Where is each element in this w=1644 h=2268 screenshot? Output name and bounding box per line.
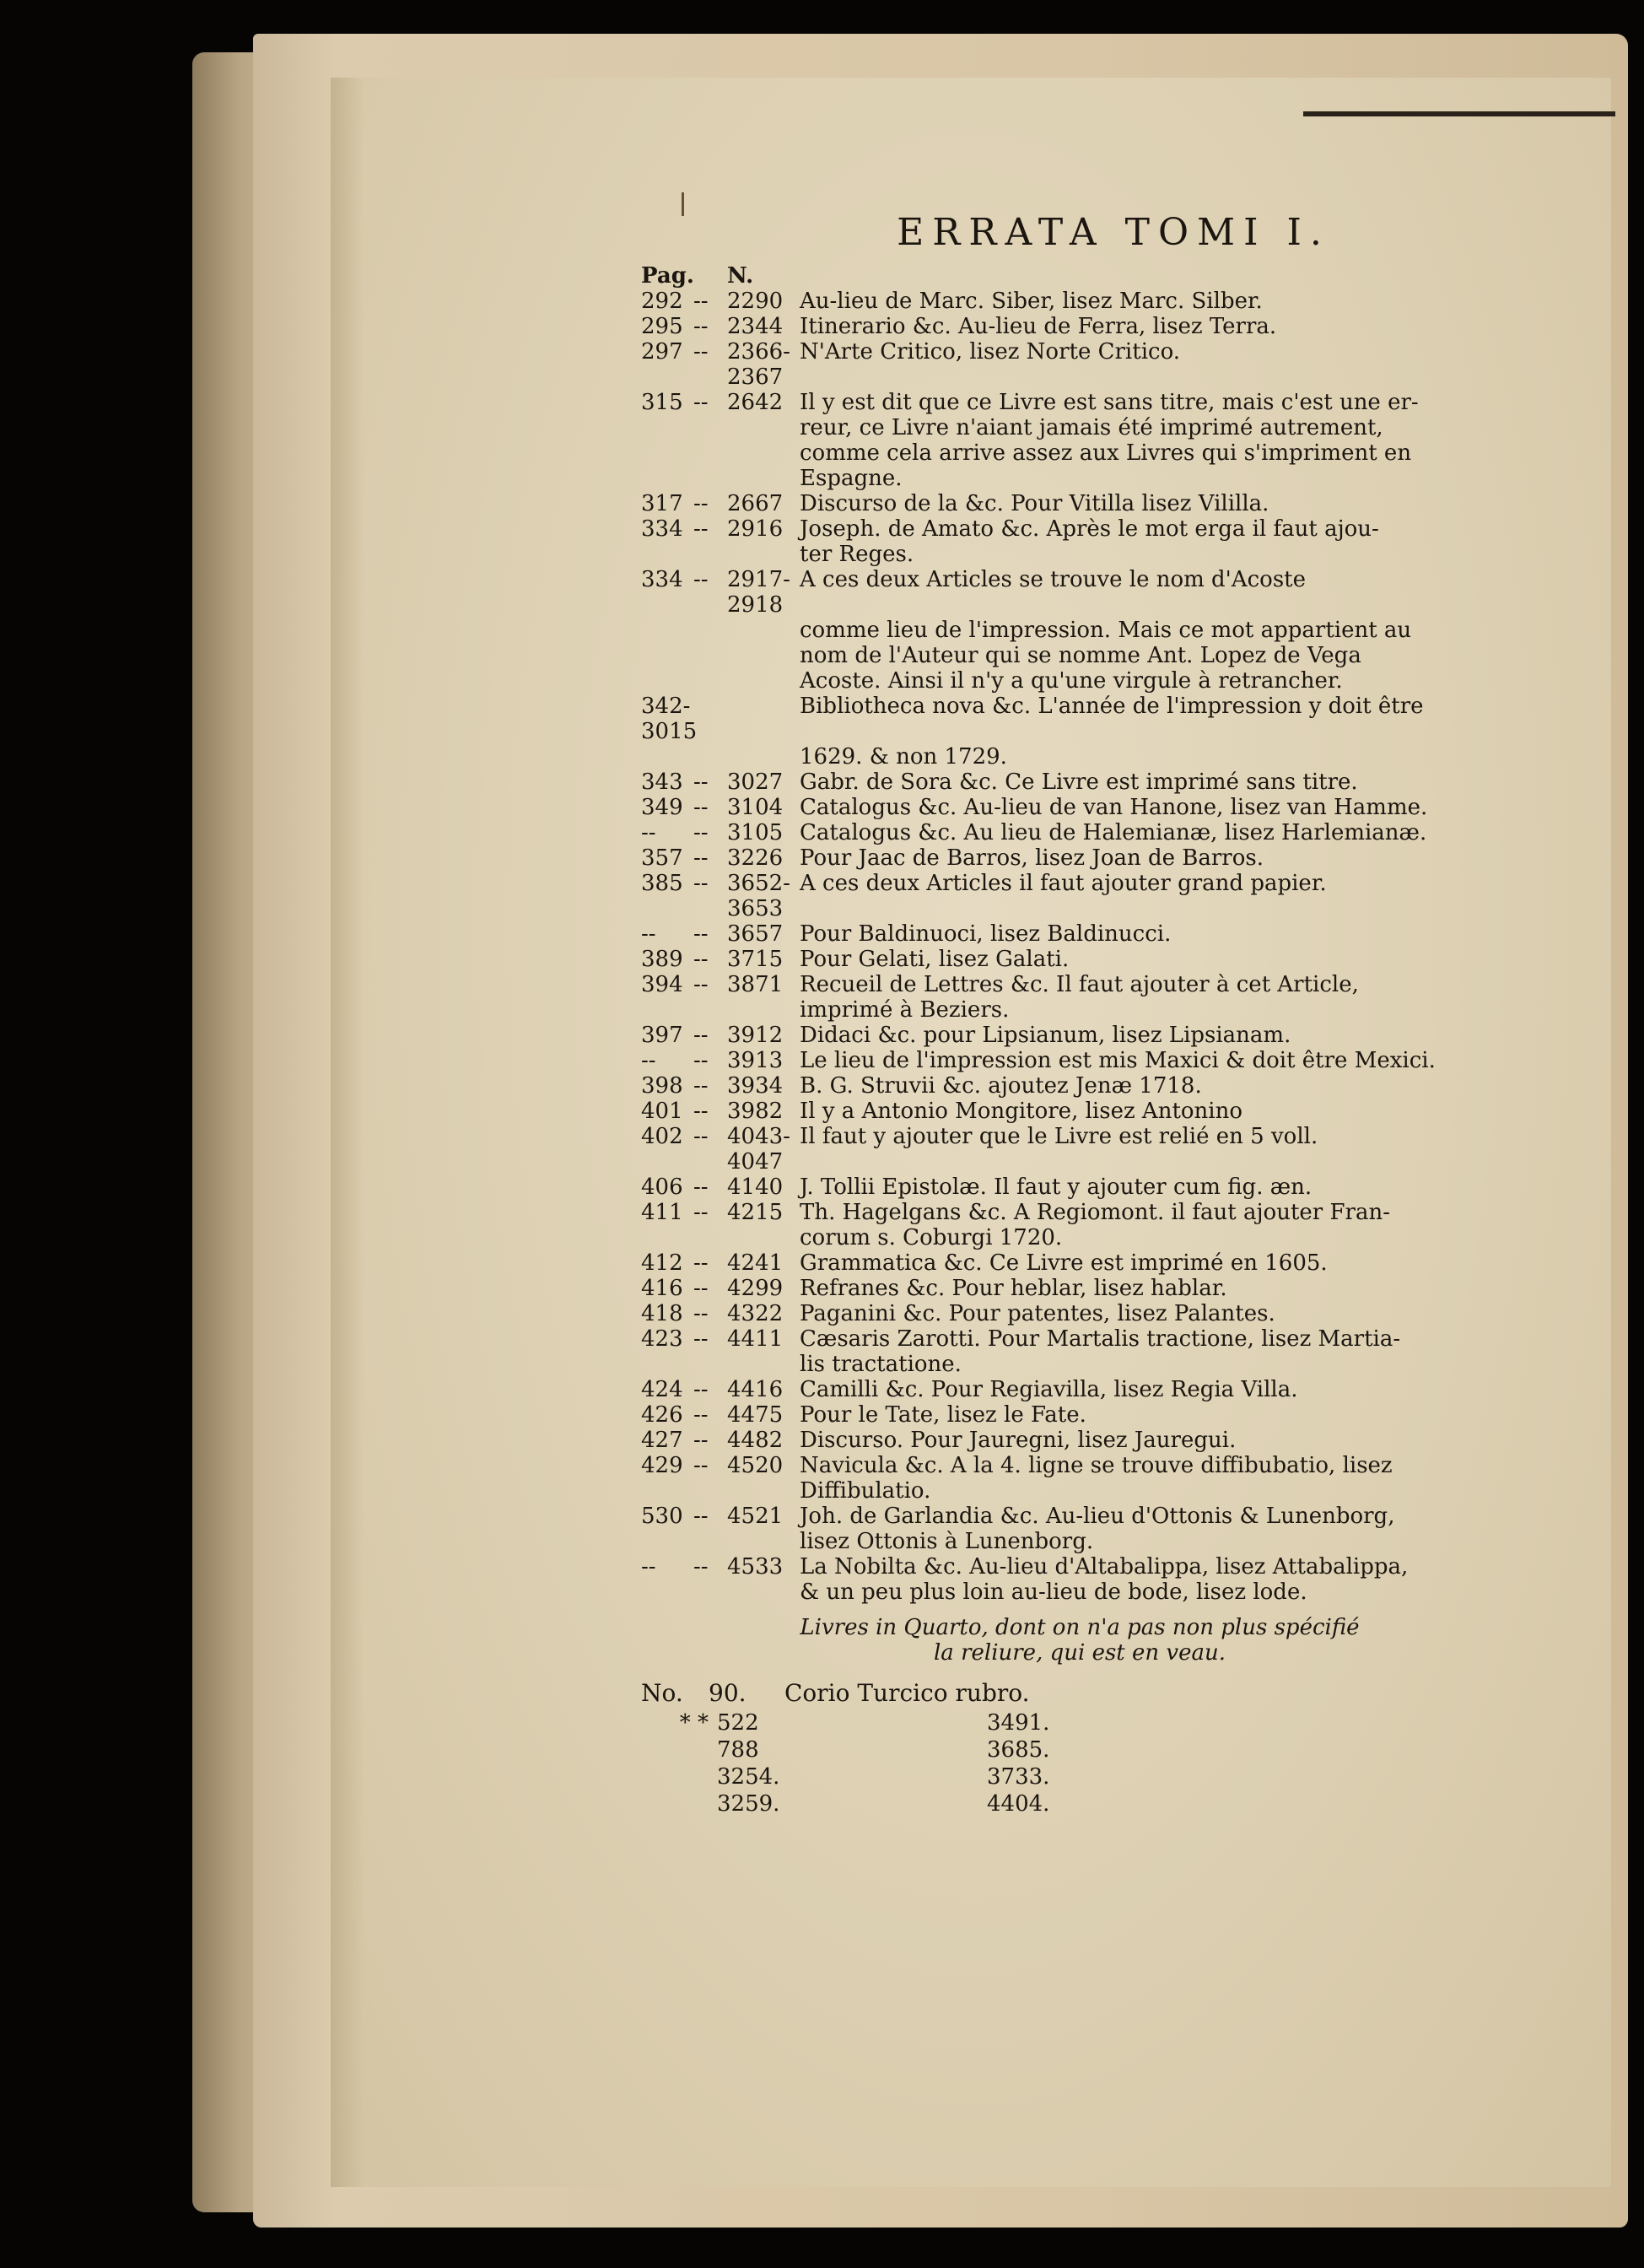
errata-text: nom de l'Auteur qui se nomme Ant. Lopez de Vega <box>800 643 1361 668</box>
errata-text: Bibliotheca nova &c. L'année de l'impression y doit être <box>800 694 1424 719</box>
quarto-left-number: 522 <box>717 1710 759 1736</box>
header-num: N. <box>727 263 754 289</box>
errata-row <box>641 1250 1485 1276</box>
errata-text: & un peu plus loin au-lieu de bode, lisez lode. <box>800 1580 1307 1605</box>
errata-text: Itinerario &c. Au-lieu de Ferra, lisez Terra. <box>800 314 1277 339</box>
errata-item-number: 4416 <box>727 1377 784 1402</box>
errata-item-number <box>727 466 800 491</box>
errata-dash: -- <box>693 1453 709 1478</box>
errata-row <box>641 314 1485 339</box>
errata-text: Acoste. Ainsi il n'y a qu'une virgule à retrancher. <box>800 668 1343 694</box>
errata-dash: -- <box>693 1554 709 1580</box>
errata-row <box>641 770 1485 795</box>
errata-item-number: 2916 <box>727 516 784 542</box>
errata-row <box>641 1301 1485 1326</box>
errata-row <box>641 1478 1485 1504</box>
errata-page-number: 394 <box>641 972 683 997</box>
errata-item-number <box>727 744 800 770</box>
errata-page-number: 343 <box>641 770 683 795</box>
errata-page-number <box>641 440 693 466</box>
errata-row <box>641 1225 1485 1250</box>
quarto-left-number: 3254. <box>717 1764 780 1790</box>
errata-text: lisez Ottonis à Lunenborg. <box>800 1529 1094 1554</box>
errata-page-number <box>641 415 693 440</box>
errata-dash: -- <box>693 947 709 972</box>
errata-page-number: 427 <box>641 1428 683 1453</box>
errata-item-number: 4299 <box>727 1276 784 1301</box>
quarto-no-number: 90. <box>709 1679 747 1707</box>
errata-page-number: 317 <box>641 491 683 516</box>
errata-text: Navicula &c. A la 4. ligne se trouve diffibubatio, lisez <box>800 1453 1393 1478</box>
errata-page-number: 424 <box>641 1377 683 1402</box>
errata-item-number <box>727 618 800 643</box>
errata-dash: -- <box>693 1428 709 1453</box>
errata-page-number <box>641 1352 693 1377</box>
errata-text: B. G. Struvii &c. ajoutez Jenæ 1718. <box>800 1073 1202 1099</box>
errata-row <box>641 1099 1485 1124</box>
quarto-right-number: 4404. <box>987 1791 1050 1817</box>
errata-row <box>641 1200 1485 1225</box>
errata-text: Cæsaris Zarotti. Pour Martalis tractione, lisez Martia- <box>800 1326 1401 1352</box>
errata-page-number: 292 <box>641 289 683 314</box>
errata-page-number: 295 <box>641 314 683 339</box>
errata-text: ter Reges. <box>800 542 914 567</box>
errata-item-number <box>727 1529 800 1554</box>
errata-dash: -- <box>693 1377 709 1402</box>
errata-item-number: 4241 <box>727 1250 784 1276</box>
errata-row <box>641 1428 1485 1453</box>
errata-row <box>641 1504 1485 1529</box>
errata-item-number: 3105 <box>727 820 784 845</box>
errata-row <box>641 415 1485 440</box>
errata-page-number: 334 <box>641 516 683 542</box>
errata-item-number: 3912 <box>727 1023 784 1048</box>
errata-text: Th. Hagelgans &c. A Regiomont. il faut ajouter Fran- <box>800 1200 1390 1225</box>
errata-page-number: 397 <box>641 1023 683 1048</box>
quarto-left-number: 788 <box>717 1737 759 1763</box>
errata-text: corum s. Coburgi 1720. <box>800 1225 1063 1250</box>
errata-row <box>641 1402 1485 1428</box>
errata-page-number: -- <box>641 820 656 845</box>
errata-item-number: 2642 <box>727 390 784 415</box>
errata-page-number: 412 <box>641 1250 683 1276</box>
errata-text: reur, ce Livre n'aiant jamais été imprimé autrement, <box>800 415 1383 440</box>
errata-item-number: 3027 <box>727 770 784 795</box>
errata-dash: -- <box>693 1073 709 1099</box>
errata-dash <box>693 618 727 643</box>
errata-dash <box>693 643 727 668</box>
errata-item-number: 4482 <box>727 1428 784 1453</box>
errata-text: Grammatica &c. Ce Livre est imprimé en 1605. <box>800 1250 1328 1276</box>
errata-item-number <box>727 997 800 1023</box>
quarto-mark: * * <box>679 1710 709 1736</box>
errata-dash: -- <box>693 1023 709 1048</box>
errata-text: Refranes &c. Pour heblar, lisez hablar. <box>800 1276 1227 1301</box>
errata-dash: -- <box>693 314 709 339</box>
errata-page-number: 530 <box>641 1504 683 1529</box>
errata-dash: -- <box>693 1402 709 1428</box>
errata-dash <box>693 466 727 491</box>
errata-dash <box>693 542 727 567</box>
errata-row <box>641 1554 1485 1580</box>
errata-item-number: 4043-4047 <box>727 1124 790 1174</box>
errata-page-number: 398 <box>641 1073 683 1099</box>
errata-dash <box>693 744 727 770</box>
errata-item-number: 3982 <box>727 1099 784 1124</box>
errata-text: Joh. de Garlandia &c. Au-lieu d'Ottonis & Lunenborg, <box>800 1504 1395 1529</box>
errata-dash: -- <box>693 516 709 542</box>
errata-text: Pour le Tate, lisez le Fate. <box>800 1402 1086 1428</box>
page-title: ERRATA TOMI I. <box>897 211 1330 254</box>
errata-row <box>641 694 1485 744</box>
errata-page-number: 357 <box>641 845 683 871</box>
errata-dash: -- <box>693 795 709 820</box>
errata-text: Il y a Antonio Mongitore, lisez Antonino <box>800 1099 1243 1124</box>
errata-item-number <box>727 643 800 668</box>
errata-text: La Nobilta &c. Au-lieu d'Altabalippa, lisez Attabalippa, <box>800 1554 1409 1580</box>
errata-item-number: 4475 <box>727 1402 784 1428</box>
errata-text: Diffibulatio. <box>800 1478 931 1504</box>
errata-item-number: 3652-3653 <box>727 871 790 921</box>
errata-row <box>641 618 1485 643</box>
quarto-note-line2: la reliure, qui est en veau. <box>933 1640 1226 1666</box>
errata-page-number <box>641 744 693 770</box>
errata-dash: -- <box>693 921 709 947</box>
errata-item-number <box>727 1225 800 1250</box>
errata-dash: -- <box>693 1276 709 1301</box>
quarto-note-line1: Livres in Quarto, dont on n'a pas non plus spécifié <box>800 1615 1360 1640</box>
errata-content <box>641 211 1485 1817</box>
errata-page-number <box>641 1529 693 1554</box>
errata-row <box>641 947 1485 972</box>
errata-item-number: 4140 <box>727 1174 784 1200</box>
errata-text: imprimé à Beziers. <box>800 997 1010 1023</box>
errata-dash: -- <box>693 390 709 415</box>
quarto-binding: Corio Turcico rubro. <box>784 1679 1030 1707</box>
errata-page-number: 334 <box>641 567 683 592</box>
errata-row <box>641 643 1485 668</box>
errata-page-number: 349 <box>641 795 683 820</box>
errata-page-number: 406 <box>641 1174 683 1200</box>
errata-page-number: 402 <box>641 1124 683 1149</box>
errata-page-number: 297 <box>641 339 683 364</box>
errata-item-number <box>727 1352 800 1377</box>
quarto-mark <box>641 1736 717 1763</box>
errata-dash <box>693 668 727 694</box>
errata-item-number <box>727 1478 800 1504</box>
errata-text: Didaci &c. pour Lipsianum, lisez Lipsianam. <box>800 1023 1291 1048</box>
errata-row <box>641 1048 1485 1073</box>
errata-text: Catalogus &c. Au lieu de Halemianæ, lisez Harlemianæ. <box>800 820 1427 845</box>
errata-text: Recueil de Lettres &c. Il faut ajouter à cet Article, <box>800 972 1359 997</box>
errata-dash <box>693 1478 727 1504</box>
errata-text: Pour Jaac de Barros, lisez Joan de Barros. <box>800 845 1264 871</box>
quarto-left-number: 3259. <box>717 1791 780 1817</box>
errata-row <box>641 390 1485 415</box>
errata-page-number: 423 <box>641 1326 683 1352</box>
errata-page-number: 426 <box>641 1402 683 1428</box>
errata-text: Pour Gelati, lisez Galati. <box>800 947 1070 972</box>
errata-page-number <box>641 618 693 643</box>
errata-row <box>641 820 1485 845</box>
errata-row <box>641 339 1485 390</box>
quarto-row <box>641 1736 1485 1763</box>
errata-text: Joseph. de Amato &c. Après le mot erga il faut ajou- <box>800 516 1379 542</box>
errata-dash: -- <box>693 567 709 592</box>
errata-page-number: 401 <box>641 1099 683 1124</box>
errata-row <box>641 516 1485 542</box>
errata-dash <box>693 1580 727 1605</box>
errata-dash: -- <box>693 770 709 795</box>
errata-dash <box>693 415 727 440</box>
errata-row <box>641 668 1485 694</box>
quarto-note <box>675 1615 1485 1666</box>
errata-item-number: 3657 <box>727 921 784 947</box>
errata-item-number: 2667 <box>727 491 784 516</box>
errata-item-number: 2917-2918 <box>727 567 790 618</box>
errata-row <box>641 542 1485 567</box>
errata-text: J. Tollii Epistolæ. Il faut y ajouter cum fig. æn. <box>800 1174 1313 1200</box>
errata-item-number: 3934 <box>727 1073 784 1099</box>
errata-row <box>641 921 1485 947</box>
errata-dash: -- <box>693 845 709 871</box>
errata-row <box>641 1073 1485 1099</box>
errata-page-number <box>641 1225 693 1250</box>
errata-row <box>641 289 1485 314</box>
errata-page-number <box>641 997 693 1023</box>
errata-page-number <box>641 643 693 668</box>
errata-row <box>641 744 1485 770</box>
errata-text: Paganini &c. Pour patentes, lisez Palantes. <box>800 1301 1275 1326</box>
header-pag: Pag. <box>641 263 694 289</box>
errata-item-number: 4215 <box>727 1200 784 1225</box>
errata-row <box>641 466 1485 491</box>
errata-dash <box>693 694 727 744</box>
errata-dash: -- <box>693 972 709 997</box>
errata-dash <box>693 1352 727 1377</box>
errata-row <box>641 567 1485 618</box>
errata-page-number <box>641 542 693 567</box>
quarto-row <box>641 1763 1485 1790</box>
errata-list <box>641 289 1485 1605</box>
errata-item-number: 4411 <box>727 1326 784 1352</box>
errata-item-number: 4521 <box>727 1504 784 1529</box>
errata-item-number: 3715 <box>727 947 784 972</box>
errata-page-number <box>641 466 693 491</box>
errata-row <box>641 845 1485 871</box>
errata-dash: -- <box>693 1174 709 1200</box>
errata-item-number <box>727 668 800 694</box>
quarto-row <box>641 1790 1485 1817</box>
top-rule <box>1303 111 1615 116</box>
errata-text: A ces deux Articles il faut ajouter grand papier. <box>800 871 1327 896</box>
errata-text: Gabr. de Sora &c. Ce Livre est imprimé sans titre. <box>800 770 1358 795</box>
errata-dash: -- <box>693 1124 709 1149</box>
quarto-row <box>641 1709 1485 1736</box>
column-header <box>641 263 1485 289</box>
errata-dash: -- <box>693 1200 709 1225</box>
quarto-right-number: 3491. <box>987 1710 1050 1736</box>
errata-page-number <box>641 668 693 694</box>
errata-row <box>641 1174 1485 1200</box>
errata-text: 1629. & non 1729. <box>800 744 1007 770</box>
errata-item-number: 2290 <box>727 289 784 314</box>
errata-dash: -- <box>693 1099 709 1124</box>
errata-text: Camilli &c. Pour Regiavilla, lisez Regia Villa. <box>800 1377 1298 1402</box>
errata-page-number <box>641 1478 693 1504</box>
quarto-right-number: 3733. <box>987 1764 1050 1790</box>
errata-dash <box>693 1529 727 1554</box>
errata-dash: -- <box>693 1301 709 1326</box>
errata-dash: -- <box>693 289 709 314</box>
errata-text: Au-lieu de Marc. Siber, lisez Marc. Silber. <box>800 289 1263 314</box>
errata-dash: -- <box>693 491 709 516</box>
quarto-header <box>641 1679 1485 1708</box>
errata-row <box>641 997 1485 1023</box>
errata-row <box>641 972 1485 997</box>
errata-dash: -- <box>693 1048 709 1073</box>
errata-text: Discurso de la &c. Pour Vitilla lisez Vililla. <box>800 491 1269 516</box>
errata-row <box>641 1580 1485 1605</box>
errata-item-number <box>727 440 800 466</box>
errata-row <box>641 1276 1485 1301</box>
errata-text: comme lieu de l'impression. Mais ce mot appartient au <box>800 618 1412 643</box>
errata-item-number: 2344 <box>727 314 784 339</box>
quarto-no-label: No. <box>641 1679 683 1707</box>
errata-row <box>641 1124 1485 1174</box>
errata-page-number: -- <box>641 1554 656 1580</box>
errata-row <box>641 1352 1485 1377</box>
errata-text: Espagne. <box>800 466 903 491</box>
errata-item-number: 3871 <box>727 972 784 997</box>
errata-row <box>641 1023 1485 1048</box>
errata-page-number: 429 <box>641 1453 683 1478</box>
errata-row <box>641 491 1485 516</box>
errata-page-number: -- <box>641 1048 656 1073</box>
errata-item-number: 3913 <box>727 1048 784 1073</box>
errata-row <box>641 871 1485 921</box>
errata-item-number <box>727 1580 800 1605</box>
errata-page-number: 411 <box>641 1200 683 1225</box>
errata-dash: -- <box>693 871 709 896</box>
errata-text: lis tractatione. <box>800 1352 962 1377</box>
errata-item-number: 4322 <box>727 1301 784 1326</box>
errata-item-number <box>727 542 800 567</box>
errata-page-number <box>641 1580 693 1605</box>
errata-row <box>641 1326 1485 1352</box>
quarto-mark <box>641 1790 717 1817</box>
errata-row <box>641 440 1485 466</box>
errata-text: A ces deux Articles se trouve le nom d'Acoste <box>800 567 1306 592</box>
errata-page-number: 416 <box>641 1276 683 1301</box>
errata-text: Discurso. Pour Jauregni, lisez Jauregui. <box>800 1428 1237 1453</box>
errata-dash: -- <box>693 1504 709 1529</box>
errata-text: Il y est dit que ce Livre est sans titre, mais c'est une er- <box>800 390 1419 415</box>
errata-text: Il faut y ajouter que le Livre est relié en 5 voll. <box>800 1124 1318 1149</box>
errata-text: comme cela arrive assez aux Livres qui s'impriment en <box>800 440 1412 466</box>
errata-dash: -- <box>693 1250 709 1276</box>
errata-dash <box>693 440 727 466</box>
errata-row <box>641 795 1485 820</box>
errata-item-number: 2366-2367 <box>727 339 790 390</box>
quarto-right-number: 3685. <box>987 1737 1050 1763</box>
errata-page-number: 315 <box>641 390 683 415</box>
quarto-mark <box>641 1763 717 1790</box>
errata-row <box>641 1377 1485 1402</box>
errata-text: Le lieu de l'impression est mis Maxici & doit être Mexici. <box>800 1048 1436 1073</box>
errata-item-number: 4533 <box>727 1554 784 1580</box>
errata-text: N'Arte Critico, lisez Norte Critico. <box>800 339 1181 364</box>
errata-page-number: 418 <box>641 1301 683 1326</box>
errata-row <box>641 1529 1485 1554</box>
errata-page-number: 389 <box>641 947 683 972</box>
errata-item-number: 4520 <box>727 1453 784 1478</box>
quarto-numbers <box>641 1709 1485 1817</box>
errata-text: Pour Baldinuoci, lisez Baldinucci. <box>800 921 1172 947</box>
errata-dash <box>693 1225 727 1250</box>
errata-page-number: 342-3015 <box>641 694 698 744</box>
errata-item-number <box>727 694 800 744</box>
errata-item-number <box>727 415 800 440</box>
errata-dash: -- <box>693 339 709 364</box>
errata-dash: -- <box>693 820 709 845</box>
errata-dash <box>693 997 727 1023</box>
errata-page-number: 385 <box>641 871 683 896</box>
errata-page-number: -- <box>641 921 656 947</box>
errata-row <box>641 1453 1485 1478</box>
errata-dash: -- <box>693 1326 709 1352</box>
errata-text: Catalogus &c. Au-lieu de van Hanone, lisez van Hamme. <box>800 795 1428 820</box>
errata-item-number: 3226 <box>727 845 784 871</box>
errata-item-number: 3104 <box>727 795 784 820</box>
